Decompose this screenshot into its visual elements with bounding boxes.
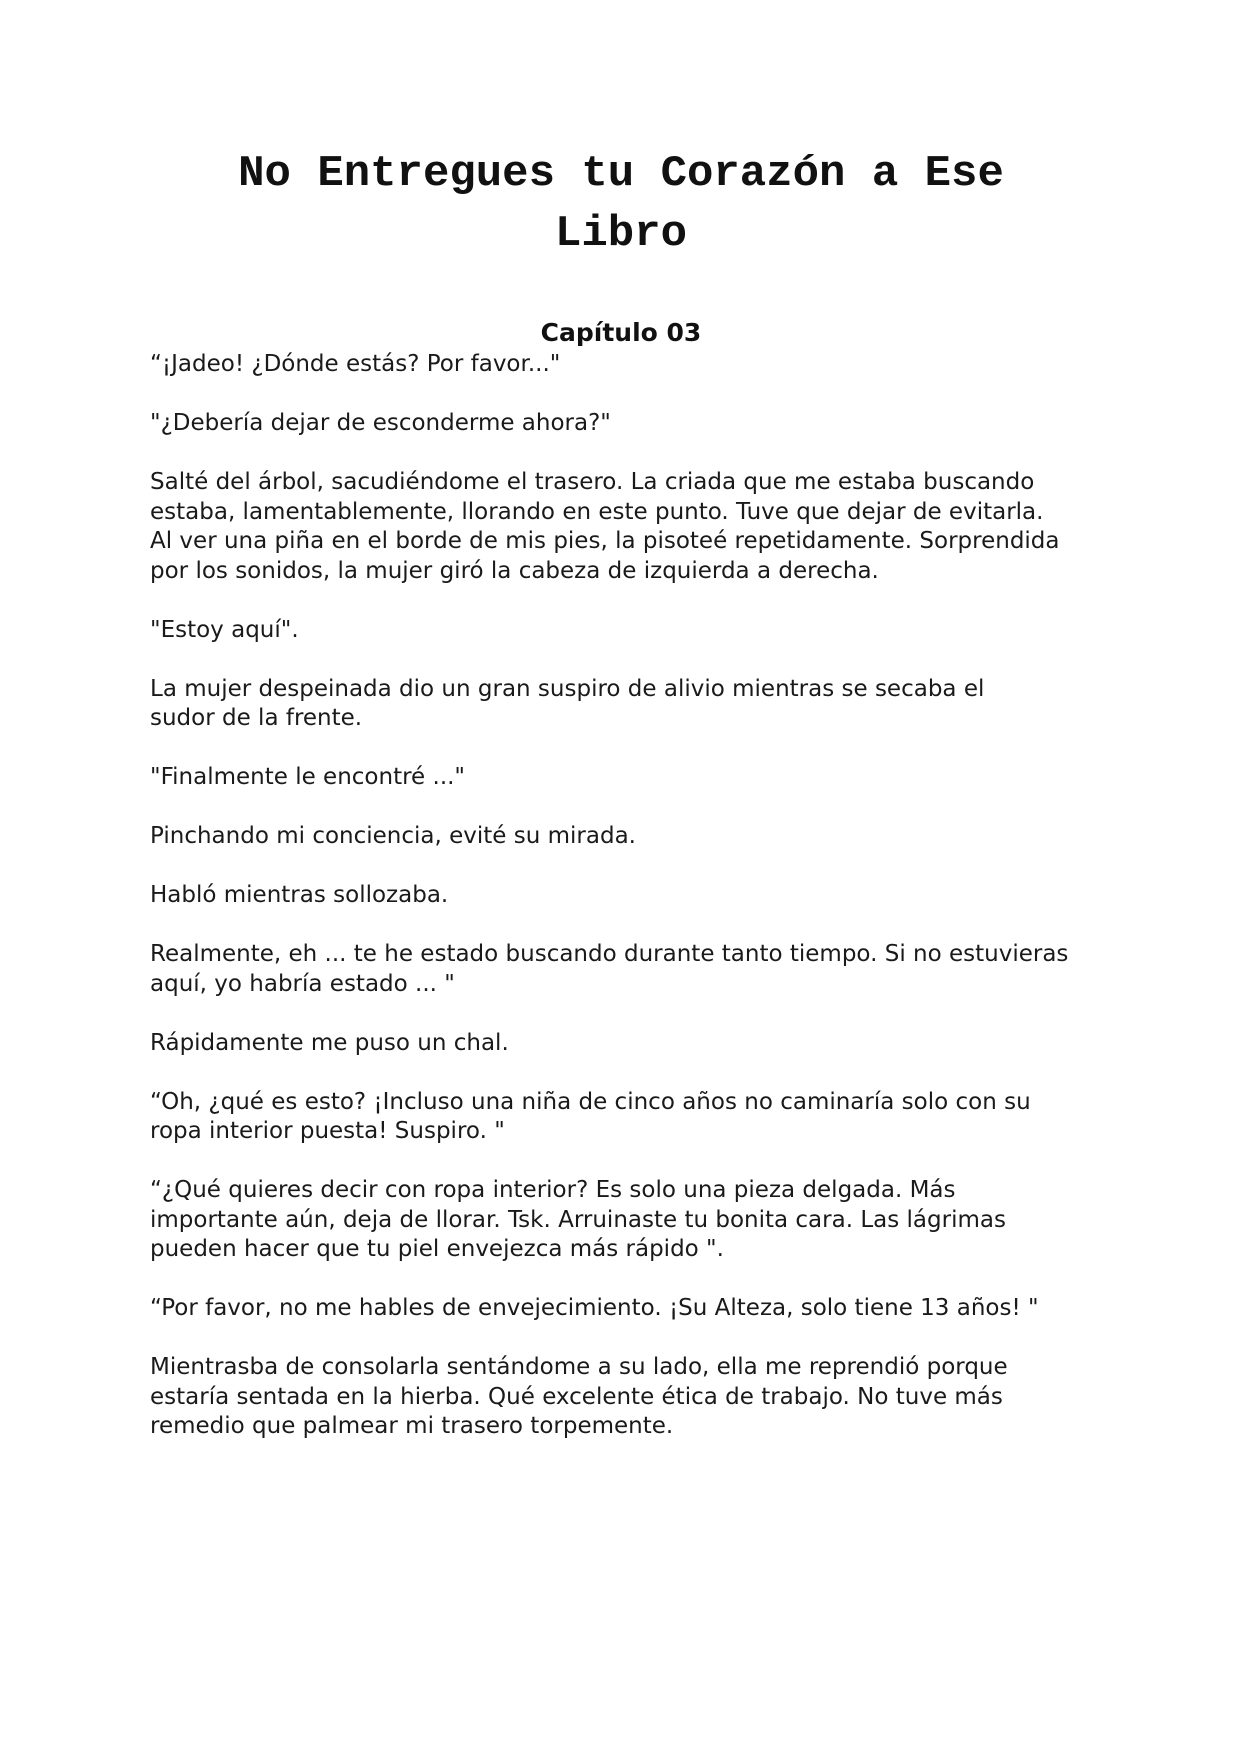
paragraph-spacer (150, 734, 1100, 764)
paragraph-spacer (150, 793, 1100, 823)
paragraph-spacer (150, 645, 1100, 675)
paragraph: Realmente, eh ... te he estado buscando durante tanto tiempo. Si no estuvieras aquí, yo habría estado ... " (150, 941, 1069, 997)
paragraph: “Oh, ¿qué es esto? ¡Incluso una niña de cinco años no caminaría solo con su ropa interior puesta! Suspiro. " (150, 1088, 1031, 1144)
paragraph-spacer (150, 999, 1100, 1029)
document-title (0, 144, 1242, 264)
chapter-heading: Capítulo 03 (540, 318, 702, 347)
paragraph-spacer (150, 911, 1100, 941)
paragraph-spacer (150, 380, 1100, 410)
paragraph-spacer (150, 1265, 1100, 1295)
title-line-1: No Entregues tu Corazón a Ese (238, 149, 1004, 199)
paragraph: Rápidamente me puso un chal. (150, 1029, 509, 1056)
paragraph: Habló mientras sollozaba. (150, 882, 449, 908)
paragraph: “¿Qué quieres decir con ropa interior? Es solo una pieza delgada. Más importante aún, deja de llorar. Tsk. Arruinaste tu bonita cara. Las lágrimas pueden hacer que tu piel envejezca más rápido ". (150, 1177, 1006, 1262)
title-line-2: Libro (554, 209, 688, 259)
paragraph-spacer (150, 1147, 1100, 1177)
paragraph: Mientrasba de consolarla sentándome a su lado, ella me reprendió porque estaría sentada en la hierba. Qué excelente ética de trabajo. No tuve más remedio que palmear mi trasero torpemente. (150, 1354, 1008, 1439)
paragraph: "¿Debería dejar de esconderme ahora?" (150, 410, 611, 436)
paragraph-spacer (150, 586, 1100, 616)
paragraph: "Finalmente le encontré ..." (150, 764, 466, 790)
paragraph: "Estoy aquí". (150, 616, 299, 643)
paragraph: La mujer despeinada dio un gran suspiro de alivio mientras se secaba el sudor de la frente. (150, 675, 985, 731)
paragraph: “Por favor, no me hables de envejecimiento. ¡Su Alteza, solo tiene 13 años! " (150, 1295, 1039, 1321)
paragraph-spacer (150, 1058, 1100, 1088)
paragraph-spacer (150, 852, 1100, 882)
paragraph-spacer (150, 1324, 1100, 1354)
document-body (150, 350, 1100, 1442)
paragraph: “¡Jadeo! ¿Dónde estás? Por favor..." (150, 351, 561, 377)
paragraph-spacer (150, 439, 1100, 469)
paragraph: Salté del árbol, sacudiéndome el trasero. La criada que me estaba buscando estaba, lamentablemente, llorando en este punto. Tuve que dejar de evitarla. Al ver una piña en el borde de mis pies, la pisoteé repetidamente. Sorprendida por los sonidos, la mujer giró la cabeza de izquierda a derecha. (150, 469, 1060, 584)
paragraph: Pinchando mi conciencia, evité su mirada. (150, 823, 636, 849)
